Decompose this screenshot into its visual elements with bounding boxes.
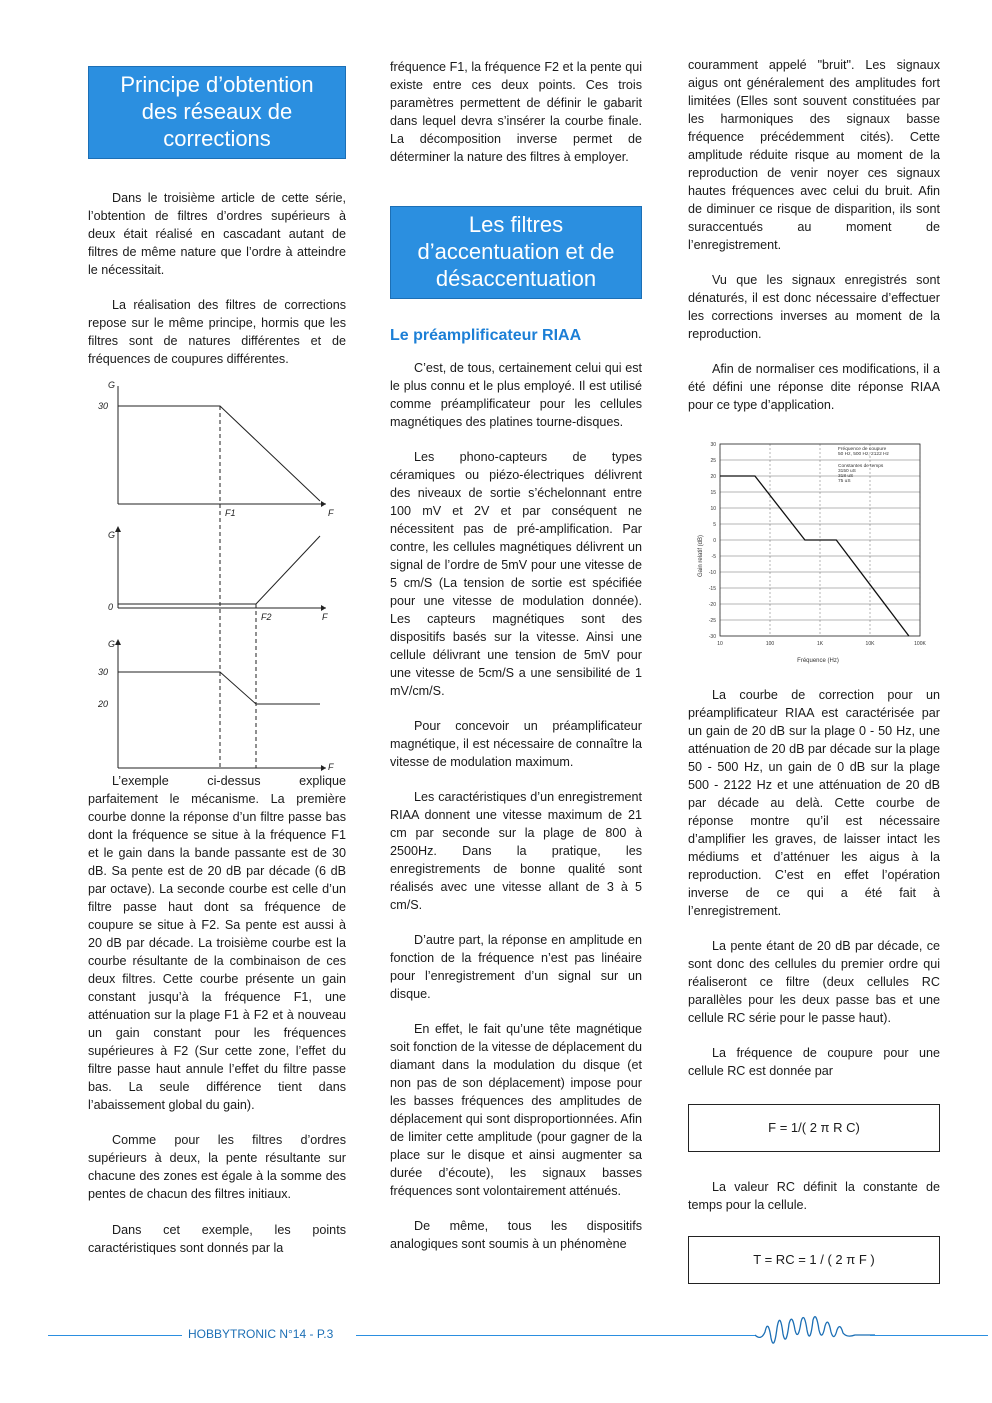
paragraph: Comme pour les filtres d’ordres supérieurs à deux, la pente résultante sur chacune des zones est égale à la somme des pentes de chacun des filtres initiaux.	[88, 1133, 346, 1201]
chart-x-tick: 1K	[816, 641, 824, 647]
paragraph: Les caractéristiques d’un enregistrement RIAA donnent une vitesse maximum de 21 cm par seconde sur la plage de 800 à 2500Hz. Dans la pratique, les enregistrements de bonne qualité sont réalisés avec une vitesse allant de 3 à 5 cm/S.	[390, 790, 642, 912]
paragraph: La courbe de correction pour un préamplificateur RIAA est caractérisée par un gain de 20 dB sur la plage 0 - 50 Hz, une atténuation de 20 dB par décade sur la plage 50 - 500 Hz, un gain de 0 dB sur la plage 500 - 2122 Hz et une atténuation de 20 dB par décade au delà. Cette courbe de réponse montre qu’il est nécessaire d’amplifier les graves, de laisser intact les médiums et d’atténuer les aigus à la reproduction. C’est en effet l’opération inverse de ce qui a été fait à l’enregistrement.	[688, 688, 940, 918]
paragraph: La pente étant de 20 dB par décade, ce sont donc des cellules du premier ordre qui réaliseront ce filtre (deux cellules RC parallèles pour les deux passe bas et une cellule RC série pour le passe haut).	[688, 939, 940, 1025]
chart-y-tick: -5	[711, 554, 716, 560]
paragraph: Pour concevoir un préamplificateur magnétique, il est nécessaire de connaître la vitesse de modulation maximum.	[390, 719, 642, 769]
chart-y-tick: -10	[708, 570, 716, 576]
value-label-30: 30	[98, 667, 109, 677]
chart-y-tick: 0	[713, 538, 716, 544]
paragraph: C’est, de tous, certainement celui qui est le plus connu et le plus employé. Il est utilisé comme préamplificateur pour les cellules magnétiques des platines tourne-disques.	[390, 361, 642, 429]
chart-y-tick: 5	[713, 522, 716, 528]
chart-x-tick: 100K	[914, 641, 926, 647]
value-label-20: 20	[98, 699, 109, 709]
axis-label-f: F	[322, 612, 328, 622]
chart-y-tick: 15	[710, 490, 716, 496]
chart-annotation: Constantes de temps	[838, 464, 884, 469]
chart-y-tick: 25	[710, 458, 716, 464]
paragraph: L’exemple ci-dessus explique parfaitement le mécanisme. La première courbe donne la réponse d’un filtre passe bas dont la fréquence se situe à la fréquence F1 et le gain dans la bande passante est de 30 dB. Sa pente est de 20 dB par décade (6 dB par octave). La seconde courbe est celle d’un filtre passe haut dont sa fréquence de coupure se situe à F2. Sa pente est aussi à 20 dB par décade. La troisième courbe est la courbe résultante de la combinaison de ces deux filtres. Cette courbe présente un gain constant jusqu’à la fréquence F1, une atténuation sur la plage F1 à F2 et à nouveau un gain constant pour les fréquences supérieures à F2 (Sur cette zone, l’effet du filtre passe haut annule l’effet du filtre passe bas. La seule différence tient dans l’abaissement global du gain).	[88, 774, 346, 1112]
paragraph: En effet, le fait qu’une tête magnétique soit fonction de la vitesse de déplacement du diamant dans la modulation du disque (et non pas de son déplacement) impose pour les basses fréquences des amplitudes de déplacement qui sont disproportionnées. Afin de limiter cette amplitude (pour gagner de la place sur le disque et ainsi augmenter sa durée d’écoute), les signaux basses fréquences sont volontairement atténués.	[390, 1022, 642, 1198]
waveform-logo	[755, 1308, 875, 1348]
chart-y-tick: -30	[708, 634, 716, 640]
paragraph: Les phono-capteurs de types céramiques ou piézo-électriques délivrent des niveaux de sortie s’échelonnant entre 100 mV et 2V et par conséquent ne nécessitent pas de pré-amplification. Par contre, les cellules magnétiques délivrent un signal de l’ordre de 5mV pour une vitesse de 5 cm/S (La tension de sortie est spécifiée pour une vitesse de modulation donnée). Les capteurs magnétiques sont des dispositifs basés sur la vitesse. Ainsi une cellule délivrant une tension de 5mV pour une vitesse de 5cm/S a une sensibilité de 1 mV/cm/S.	[390, 450, 642, 698]
paragraph: Vu que les signaux enregistrés sont dénaturés, il est donc nécessaire d’effectuer les corrections inverses au moment de la reproduction.	[688, 273, 940, 341]
chart-annotation: Fréquence de coupure	[838, 447, 887, 452]
footer-rule-right	[356, 1335, 756, 1336]
column-3	[688, 56, 940, 1310]
paragraph: Afin de normaliser ces modifications, il a été défini une réponse dite réponse RIAA pour ce type d’application.	[688, 362, 940, 412]
chart-y-tick: -20	[708, 602, 716, 608]
formula-time-constant: T = RC = 1 / ( 2 π F )	[688, 1236, 940, 1284]
paragraph: La réalisation des filtres de corrections repose sur le même principe, hormis que les filtres sont de natures différentes et de fréquences de coupures différentes.	[88, 298, 346, 366]
label-f2: F2	[261, 612, 272, 622]
axis-label-f: F	[328, 762, 334, 772]
chart-xlabel: Fréquence (Hz)	[797, 658, 839, 664]
formula-cutoff: F = 1/( 2 π R C)	[688, 1104, 940, 1152]
paragraph: Dans cet exemple, les points caractéristiques sont donnés par la	[88, 1223, 346, 1255]
chart-y-tick: -25	[708, 618, 716, 624]
axis-label-g: G	[108, 380, 116, 390]
paragraph: De même, tous les dispositifs analogiques sont soumis à un phénomène	[390, 1219, 642, 1251]
value-label-30: 30	[98, 401, 109, 411]
section-title-principe: Principe d’obtention des réseaux de corrections	[88, 66, 346, 159]
chart-y-tick: 10	[710, 506, 716, 512]
riaa-response-chart	[688, 436, 940, 676]
paragraph: La fréquence de coupure pour une cellule RC est donnée par	[688, 1046, 940, 1078]
paragraph: D’autre part, la réponse en amplitude en fonction de la fréquence n’est pas linéaire pour l’enregistrement d’un signal sur un disque.	[390, 933, 642, 1001]
paragraph: fréquence F1, la fréquence F2 et la pente qui existe entre ces deux points. Ces trois paramètres permettent de définir le gabarit dans lequel devra s’insérer la courbe finale. La décomposition inverse permet de déterminer la nature des filtres à employer.	[390, 60, 642, 164]
footer-rule-left	[48, 1335, 182, 1336]
paragraph: Dans le troisième article de cette série, l’obtention de filtres d’ordres supérieurs à deux était réalisé en cascadant autant de filtres de même nature que l’ordre à atteindre le nécessitait.	[88, 191, 346, 277]
footer-rule-end	[870, 1335, 988, 1336]
section-title-filtres: Les filtres d’accentuation et de désaccentuation	[390, 206, 642, 299]
column-1	[88, 66, 346, 1274]
chart-annotation: 75 uS	[838, 479, 851, 484]
axis-label-f: F	[328, 508, 334, 518]
subheading-riaa: Le préamplificateur RIAA	[390, 327, 582, 344]
paragraph: couramment appelé "bruit". Les signaux aigus ont généralement des amplitudes fort limitées (Elles sont souvent constituées par les harmoniques des signaux basse fréquence précédemment cités). Cette amplitude réduite risque au moment de la reproduction de venir noyer ces signaux hautes fréquences avec celui du bruit. Afin de diminuer ce risque de disparition, ils sont suraccentués au moment de l’enregistrement.	[688, 58, 940, 252]
chart-y-tick: -15	[708, 586, 716, 592]
chart-x-tick: 10K	[865, 641, 875, 647]
chart-annotation: 50 Hz, 500 Hz, 2122 Hz	[838, 452, 889, 457]
axis-label-g: G	[108, 639, 116, 649]
footer-page-number: HOBBYTRONIC N°14 - P.3	[188, 1327, 334, 1341]
label-f1: F1	[225, 508, 236, 518]
value-label-0: 0	[108, 602, 114, 612]
chart-annotation: 3150 uS	[838, 469, 856, 474]
chart-annotation: 318 uS	[838, 474, 854, 479]
chart-y-tick: 30	[710, 442, 716, 448]
chart-y-tick: 20	[710, 474, 716, 480]
paragraph: La valeur RC définit la constante de temps pour la cellule.	[688, 1180, 940, 1212]
filter-response-diagram	[88, 376, 346, 776]
chart-x-tick: 100	[765, 641, 775, 647]
chart-x-tick: 10	[717, 641, 723, 647]
column-2	[390, 58, 642, 1270]
axis-label-g: G	[108, 530, 116, 540]
chart-ylabel: Gain relatif (dB)	[698, 534, 704, 578]
